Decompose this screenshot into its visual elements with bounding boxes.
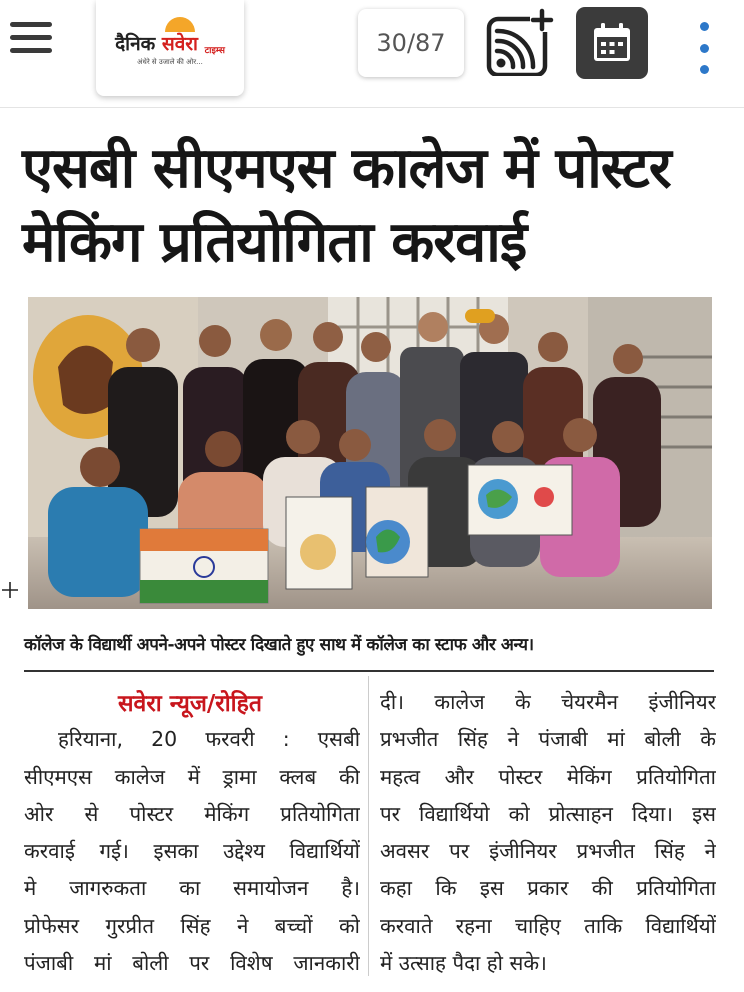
body-line: पंजाबी मां बोली पर विशेष जानकारी [24, 951, 360, 976]
article-column-left [24, 684, 360, 982]
headline-line-2: मेकिंग प्रतियोगिता करवाई [22, 210, 527, 275]
body-line: प्रभजीत सिंह ने पंजाबी मां बोली के [380, 727, 716, 752]
more-vertical-icon[interactable] [694, 22, 714, 74]
body-line: करवाई गई। इसका उद्देश्य विद्यार्थियों [24, 839, 360, 864]
body-line: मे जागरुकता का समायोजन है। [24, 876, 360, 901]
crosshair-icon [0, 580, 20, 600]
byline: सवेरा न्यूज/रोहित [118, 691, 262, 717]
logo-part-1: दैनिक [115, 32, 156, 55]
body-line: अवसर पर इंजीनियर प्रभजीत सिंह ने [380, 839, 716, 864]
headline-line-1: एसबी सीएमएस कालेज में पोस्टर [22, 136, 671, 201]
calendar-icon[interactable] [576, 7, 648, 79]
newspaper-logo[interactable] [96, 0, 244, 96]
body-line: ओर से पोस्टर मेकिंग प्रतियोगिता [24, 801, 360, 826]
caption-divider [24, 670, 714, 672]
photo-caption: कॉलेज के विद्यार्थी अपने-अपने पोस्टर दिखाते हुए साथ में कॉलेज का स्टाफ और अन्य। [24, 635, 534, 655]
top-app-bar [0, 0, 744, 108]
logo-part-3: टाइम्स [204, 45, 225, 56]
body-line: कहा कि इस प्रकार की प्रतियोगिता [380, 876, 716, 901]
body-line: महत्व और पोस्टर मेकिंग प्रतियोगिता [380, 764, 716, 789]
page-indicator[interactable]: 30/87 [358, 9, 464, 77]
article-photo[interactable] [28, 297, 712, 609]
body-line: दी। कालेज के चेयरमैन इंजीनियर [380, 690, 716, 714]
rss-add-icon[interactable] [486, 8, 554, 76]
body-line: करवाते रहना चाहिए ताकि विद्यार्थियों [380, 913, 716, 938]
logo-text [115, 30, 225, 56]
column-divider [368, 676, 369, 976]
logo-tagline: अंधेरे से उजाले की ओर... [137, 57, 203, 66]
article-column-right [380, 684, 716, 982]
menu-icon[interactable] [10, 22, 58, 62]
body-line: सीएमएस कालेज में ड्रामा क्लब की [24, 764, 360, 789]
body-line: में उत्साह पैदा हो सके। [380, 951, 547, 976]
body-line: पर विद्यार्थियो को प्रोत्साहन दिया। इस [380, 801, 716, 826]
body-line: प्रोफेसर गुरप्रीत सिंह ने बच्चों को [24, 913, 360, 938]
logo-sun-icon [165, 17, 195, 32]
body-line: हरियाना, 20 फरवरी : एसबी [58, 727, 360, 752]
logo-part-2: सवेरा [161, 32, 198, 55]
article-headline [22, 132, 722, 280]
